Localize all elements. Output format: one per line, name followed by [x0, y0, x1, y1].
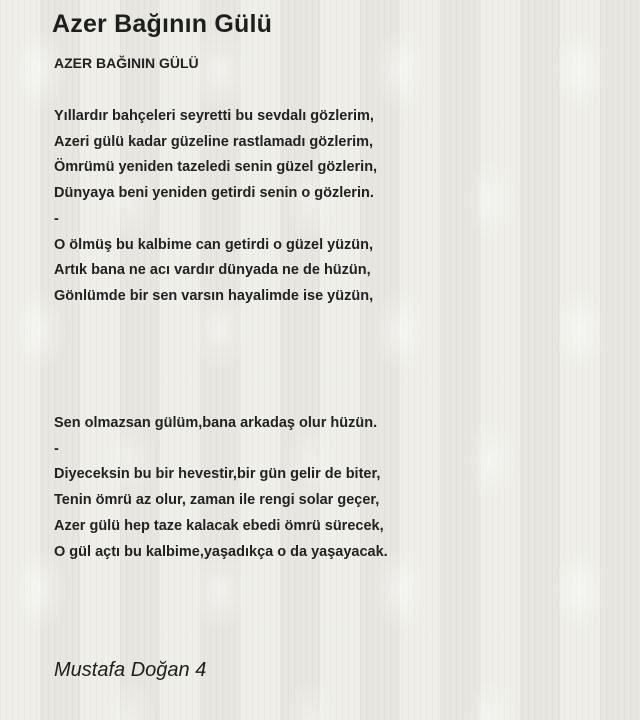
author-signature: Mustafa Doğan 4: [54, 659, 207, 681]
poem-line: Gönlümde bir sen varsın hayalimde ise yüzün,: [54, 287, 374, 304]
poem-line: Artık bana ne acı vardır dünyada ne de hüzün,: [54, 262, 371, 279]
poem-stanza-1: [54, 104, 377, 310]
poem-separator: -: [54, 440, 59, 457]
poem-separator: -: [54, 210, 59, 227]
poem-line: Ömrümü yeniden tazeledi senin güzel gözlerin,: [54, 159, 378, 176]
page-title: Azer Bağının Gülü: [52, 10, 273, 38]
poem-line: O ölmüş bu kalbime can getirdi o güzel yüzün,: [54, 236, 374, 253]
poem-line: Sen olmazsan gülüm,bana arkadaş olur hüzün.: [54, 415, 378, 431]
poem-line: Azer gülü hep taze kalacak ebedi ömrü sürecek,: [54, 517, 384, 534]
poem-stanza-2: [54, 411, 388, 565]
poem-line: Tenin ömrü az olur, zaman ile rengi solar geçer,: [54, 492, 380, 509]
poem-line: O gül açtı bu kalbime,yaşadıkça o da yaşayacak.: [54, 543, 388, 560]
poem-subtitle: AZER BAĞININ GÜLÜ: [54, 55, 199, 71]
poem-line: Dünyaya beni yeniden getirdi senin o gözlerin.: [54, 185, 374, 202]
poem-line: Yıllardır bahçeleri seyretti bu sevdalı gözlerim,: [54, 108, 374, 124]
poem-line: Diyeceksin bu bir hevestir,bir gün gelir de biter,: [54, 466, 381, 483]
poem-line: Azeri gülü kadar güzeline rastlamadı gözlerim,: [54, 133, 374, 150]
